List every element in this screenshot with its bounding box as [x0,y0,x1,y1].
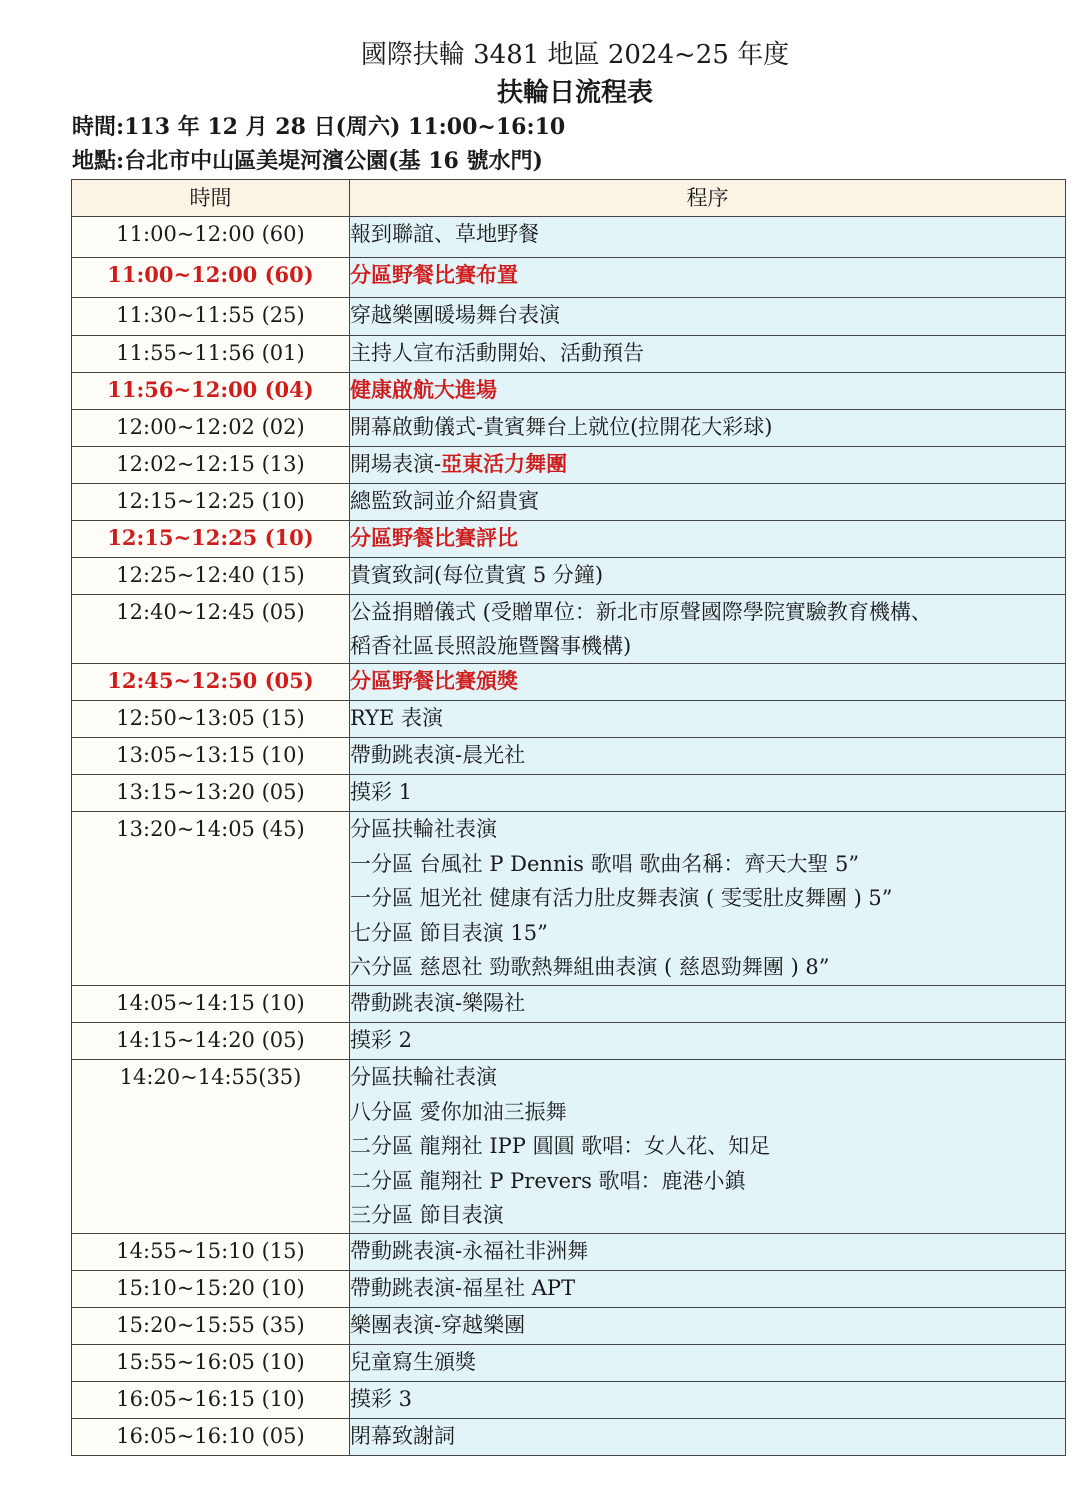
table-row [72,484,1066,521]
program-text: 一分區 台風社 P Dennis 歌唱 歌曲名稱：齊天大聖 5” [350,851,860,876]
table-row [72,595,1066,664]
program-text: 主持人宣布活動開始、活動預告 [350,341,644,365]
program-cell [350,298,1066,336]
program-line [350,336,1065,370]
time-cell: 11:55~11:56 (01) [72,336,350,373]
program-text-emphasis: 亞東活力舞團 [441,451,568,476]
program-text: 一分區 旭光社 健康有活力肚皮舞表演 ( 雯雯肚皮舞團 ) 5” [350,886,893,910]
program-cell [350,701,1066,738]
program-text: 開場表演- [350,452,442,476]
program-line [350,847,1065,882]
program-text: 貴賓致詞(每位貴賓 5 分鐘) [350,563,604,587]
table-row [72,1382,1066,1419]
time-cell: 15:20~15:55 (35) [72,1308,350,1345]
table-row [72,812,1066,986]
time-cell: 14:15~14:20 (05) [72,1023,350,1060]
program-text-emphasis: 健康啟航大進場 [350,377,497,402]
program-line [350,1164,1065,1199]
table-row [72,447,1066,484]
program-line [350,595,1065,629]
table-row [72,336,1066,373]
program-cell [350,484,1066,521]
program-text: 穿越樂團暖場舞台表演 [350,303,560,327]
program-line [350,950,1065,985]
program-cell [350,558,1066,595]
program-line [350,1129,1065,1164]
table-row [72,701,1066,738]
time-cell: 16:05~16:10 (05) [72,1419,350,1456]
event-location-label: 地點: [72,148,125,174]
program-line [350,775,1065,809]
table-row [72,373,1066,410]
time-cell: 14:20~14:55(35) [72,1060,350,1234]
program-line [350,1060,1065,1095]
program-line [350,881,1065,916]
event-time [72,112,565,142]
event-time-label: 時間: [72,114,125,140]
table-row [72,738,1066,775]
program-text: 分區扶輪社表演 [350,1065,497,1089]
time-cell: 12:25~12:40 (15) [72,558,350,595]
program-text: 帶動跳表演-永福社非洲舞 [350,1239,589,1263]
program-line [350,812,1065,847]
time-cell: 12:00~12:02 (02) [72,410,350,447]
program-text: 分區扶輪社表演 [350,817,497,841]
program-line [350,1308,1065,1342]
table-row [72,1023,1066,1060]
program-text: 閉幕致謝詞 [350,1424,455,1448]
program-text: 公益捐贈儀式 (受贈單位：新北市原聲國際學院實驗教育機構、 [350,600,932,624]
table-row [72,521,1066,558]
program-text: 帶動跳表演-福星社 APT [350,1276,576,1300]
program-cell [350,1382,1066,1419]
program-line [350,701,1065,735]
program-cell [350,775,1066,812]
program-cell [350,521,1066,558]
time-cell: 13:20~14:05 (45) [72,812,350,986]
program-line [350,484,1065,518]
program-text-emphasis: 分區野餐比賽布置 [350,262,518,287]
table-row [72,1060,1066,1234]
program-text: 報到聯誼、草地野餐 [350,222,539,246]
schedule-rows [72,217,1066,1456]
program-line [350,298,1065,332]
program-text: 稻香社區長照設施暨醫事機構) [350,634,632,658]
program-line [350,1382,1065,1416]
program-line [350,1419,1065,1453]
program-line [350,1023,1065,1057]
schedule-table [71,179,1066,1456]
program-line [350,916,1065,951]
program-cell [350,1023,1066,1060]
time-cell: 12:15~12:25 (10) [72,484,350,521]
time-cell: 14:05~14:15 (10) [72,986,350,1023]
program-cell [350,812,1066,986]
program-cell [350,336,1066,373]
time-cell: 16:05~16:15 (10) [72,1382,350,1419]
time-cell: 12:40~12:45 (05) [72,595,350,664]
program-line [350,373,1065,407]
time-cell: 14:55~15:10 (15) [72,1234,350,1271]
program-line [350,1271,1065,1305]
program-text: 摸彩 2 [350,1028,413,1052]
program-text: 兒童寫生頒獎 [350,1350,476,1374]
program-cell [350,373,1066,410]
time-cell: 12:15~12:25 (10) [72,521,350,558]
program-text: 帶動跳表演-樂陽社 [350,991,526,1015]
program-text: 二分區 龍翔社 IPP 圓圓 歌唱：女人花、知足 [350,1134,771,1158]
program-text: 開幕啟動儀式-貴賓舞台上就位(拉開花大彩球) [350,415,773,439]
program-text: 八分區 愛你加油三振舞 [350,1099,567,1124]
program-cell [350,664,1066,701]
program-text: 三分區 節目表演 [350,1203,504,1227]
table-row [72,1271,1066,1308]
program-line [350,1198,1065,1233]
time-cell: 11:00~12:00 (60) [72,217,350,258]
time-cell: 12:45~12:50 (05) [72,664,350,701]
program-line [350,664,1065,698]
time-cell: 12:02~12:15 (13) [72,447,350,484]
program-text: RYE 表演 [350,706,444,730]
program-line [350,1345,1065,1379]
program-cell [350,1419,1066,1456]
time-cell: 12:50~13:05 (15) [72,701,350,738]
program-line [350,1095,1065,1130]
table-row [72,986,1066,1023]
table-row [72,1345,1066,1382]
program-cell [350,217,1066,258]
program-text: 樂團表演-穿越樂團 [350,1313,526,1337]
event-location-value: 台北市中山區美堤河濱公園(基 16 號水門) [124,148,543,174]
program-line [350,447,1065,481]
program-cell [350,986,1066,1023]
table-row [72,775,1066,812]
time-cell: 15:55~16:05 (10) [72,1345,350,1382]
program-cell [350,410,1066,447]
program-text: 總監致詞並介紹貴賓 [350,489,539,513]
program-text: 六分區 慈恩社 勁歌熱舞組曲表演 ( 慈恩勁舞團 ) 8” [350,955,830,979]
program-text: 帶動跳表演-晨光社 [350,743,526,767]
event-time-value: 113 年 12 月 28 日(周六) 11:00~16:10 [124,114,566,140]
program-text: 二分區 龍翔社 P Prevers 歌唱：鹿港小鎮 [350,1168,746,1193]
table-row [72,1308,1066,1345]
program-line [350,258,1065,292]
table-header-row [72,180,1066,217]
table-row [72,1234,1066,1271]
program-cell [350,1308,1066,1345]
program-text: 摸彩 1 [350,780,413,804]
program-line [350,1234,1065,1268]
document-subtitle: 扶輪日流程表 [496,78,653,108]
table-row [72,558,1066,595]
event-location [72,146,543,176]
time-cell: 15:10~15:20 (10) [72,1271,350,1308]
time-cell: 13:05~13:15 (10) [72,738,350,775]
program-line [350,738,1065,772]
program-line [350,558,1065,592]
program-text-emphasis: 分區野餐比賽評比 [350,525,518,550]
time-cell: 13:15~13:20 (05) [72,775,350,812]
program-cell [350,258,1066,298]
table-row [72,217,1066,258]
table-row [72,258,1066,298]
program-line [350,217,1065,251]
program-text: 摸彩 3 [350,1387,413,1411]
program-text-emphasis: 分區野餐比賽頒獎 [350,668,518,693]
program-text: 七分區 節目表演 15” [350,920,548,945]
table-row [72,298,1066,336]
program-cell [350,1271,1066,1308]
program-line [350,521,1065,555]
program-line [350,986,1065,1020]
program-cell [350,738,1066,775]
time-cell: 11:56~12:00 (04) [72,373,350,410]
program-line [350,629,1065,663]
program-cell [350,1060,1066,1234]
time-cell: 11:30~11:55 (25) [72,298,350,336]
program-cell [350,1345,1066,1382]
program-line [350,410,1065,444]
program-cell [350,595,1066,664]
document-title: 國際扶輪 3481 地區 2024~25 年度 [360,40,790,70]
table-row [72,664,1066,701]
time-cell: 11:00~12:00 (60) [72,258,350,298]
column-header-program: 程序 [350,180,1066,217]
table-row [72,1419,1066,1456]
table-row [72,410,1066,447]
program-cell [350,447,1066,484]
column-header-time: 時間 [72,180,350,217]
program-cell [350,1234,1066,1271]
